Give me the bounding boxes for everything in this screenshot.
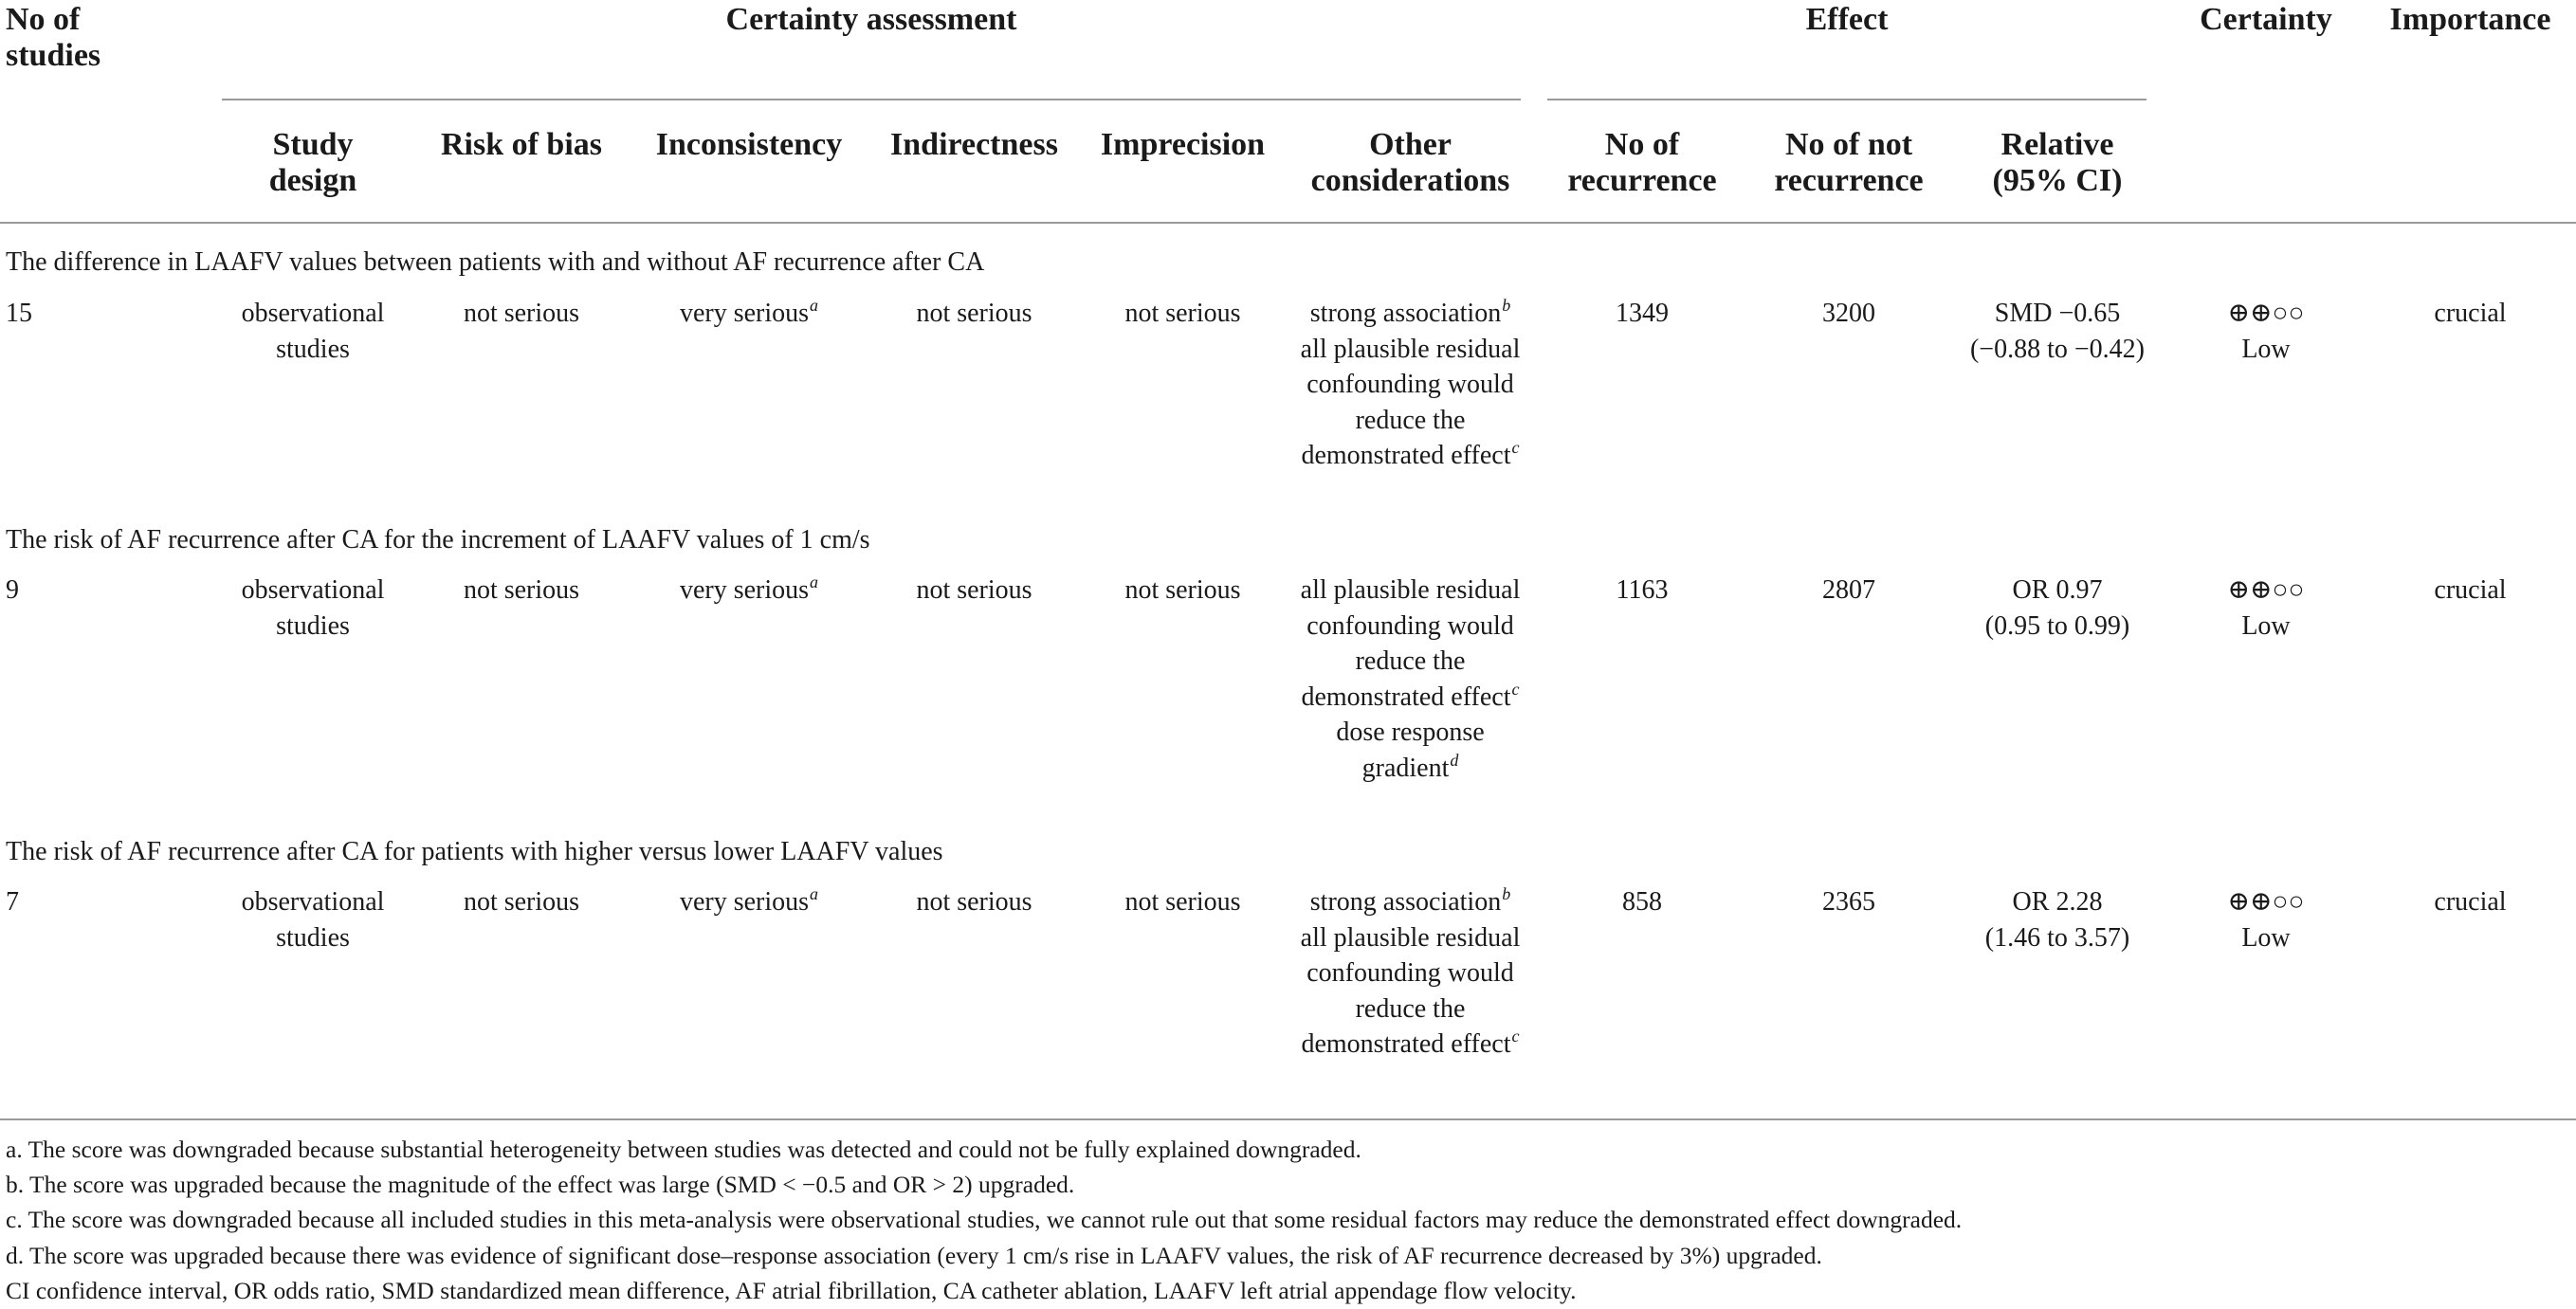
cell-inconsistency: very serious$^a$ — [679, 884, 819, 917]
header-certainty: Certainty — [2200, 2, 2332, 37]
footnote-c: c. The score was downgraded because all included studies in this meta-analysis were observational studies, we cannot rule out that some residual factors may reduce the demonstrated effect downgraded. — [6, 1206, 1963, 1233]
table-bottom-rule — [0, 1118, 2576, 1120]
cell-no-of-not-recurrence: 2365 — [1822, 887, 1875, 917]
header-no-of-studies: No of studies — [6, 2, 101, 73]
cell-importance: crucial — [2434, 887, 2507, 917]
footnote-marker: b — [1502, 884, 1511, 903]
cell-imprecision: not serious — [1124, 299, 1241, 328]
cell-study-design: observational studies — [241, 575, 385, 641]
header-no-of-recurrence: No of recurrence — [1567, 127, 1717, 198]
group-divider-effect — [1547, 99, 2147, 100]
footnote-marker: d — [1450, 750, 1459, 770]
cell-other-considerations: strong association$^b$ all plausible residual confounding would reduce the demonstrated effect$^c$ — [1300, 296, 1521, 470]
header-imprecision: Imprecision — [1100, 127, 1266, 162]
cell-study-design: observational studies — [241, 887, 385, 953]
header-risk-of-bias: Risk of bias — [440, 127, 603, 162]
footnote-marker: c — [1511, 679, 1520, 699]
cell-inconsistency: very serious$^a$ — [679, 296, 819, 328]
cell-no-of-not-recurrence: 3200 — [1822, 299, 1875, 328]
header-indirectness: Indirectness — [890, 127, 1058, 162]
cell-certainty: ⊕⊕○○ Low — [2171, 884, 2361, 955]
cell-study-design: observational studies — [241, 299, 385, 364]
cell-importance: crucial — [2434, 575, 2507, 605]
cell-indirectness: not serious — [916, 299, 1032, 328]
footnote-marker: a — [810, 884, 819, 903]
cell-risk-of-bias: not serious — [463, 299, 580, 328]
section-title: The risk of AF recurrence after CA for patients with higher versus lower LAAFV values — [6, 837, 943, 866]
cell-relative-ci: OR 2.28 (1.46 to 3.57) — [1984, 887, 2130, 953]
footnote-a: a. The score was downgraded because substantial heterogeneity between studies was detected and could not be fully explained downgraded. — [6, 1136, 1361, 1163]
cell-risk-of-bias: not serious — [463, 575, 580, 605]
header-bottom-rule — [0, 222, 2576, 224]
header-other-considerations: Other considerations — [1310, 127, 1510, 198]
footnote-marker: a — [810, 573, 819, 591]
cell-no-of-not-recurrence: 2807 — [1822, 575, 1875, 605]
cell-relative-ci: SMD −0.65 (−0.88 to −0.42) — [1969, 299, 2145, 364]
cell-indirectness: not serious — [916, 887, 1032, 917]
cell-inconsistency: very serious$^a$ — [679, 573, 819, 605]
cell-no-of-recurrence: 1163 — [1616, 575, 1669, 605]
footnote-d: d. The score was upgraded because there was evidence of significant dose–response association (every 1 cm/s rise in LAAFV values, the risk of AF recurrence decreased by 3%) upgraded. — [6, 1242, 1822, 1269]
cell-no-of-recurrence: 1349 — [1616, 299, 1669, 328]
footnote-marker: a — [810, 296, 819, 315]
cell-relative-ci: OR 0.97 (0.95 to 0.99) — [1984, 575, 2130, 641]
section-title: The difference in LAAFV values between patients with and without AF recurrence after CA — [6, 247, 985, 277]
cell-no-of-studies: 7 — [6, 887, 19, 917]
cell-no-of-studies: 15 — [6, 299, 32, 328]
header-certainty-assessment: Certainty assessment — [725, 2, 1017, 37]
cell-other-considerations: all plausible residual confounding would reduce the demonstrated effect$^c$ dose response gradient$^d$ — [1300, 575, 1521, 783]
section-title: The risk of AF recurrence after CA for the increment of LAAFV values of 1 cm/s — [6, 525, 870, 555]
header-relative-ci: Relative (95% CI) — [1992, 127, 2123, 198]
header-importance: Importance — [2389, 2, 2551, 37]
footnote-marker: c — [1511, 1027, 1520, 1045]
certainty-rating-icon: ⊕⊕○○ — [2227, 887, 2305, 917]
header-inconsistency: Inconsistency — [655, 127, 843, 162]
cell-other-considerations: strong association$^b$ all plausible residual confounding would reduce the demonstrated effect$^c$ — [1300, 884, 1521, 1059]
cell-risk-of-bias: not serious — [463, 887, 580, 917]
cell-imprecision: not serious — [1124, 575, 1241, 605]
cell-certainty: ⊕⊕○○ Low — [2171, 296, 2361, 367]
cell-no-of-recurrence: 858 — [1622, 887, 1662, 917]
cell-certainty: ⊕⊕○○ Low — [2171, 573, 2361, 644]
header-study-design: Study design — [268, 127, 357, 198]
footnote-abbreviations: CI confidence interval, OR odds ratio, SMD standardized mean difference, AF atrial fibrillation, CA catheter ablation, LAAFV left atrial appendage flow velocity. — [6, 1277, 1577, 1304]
cell-no-of-studies: 9 — [6, 575, 19, 605]
group-divider-certainty — [222, 99, 1521, 100]
certainty-rating-icon: ⊕⊕○○ — [2227, 299, 2305, 328]
footnote-b: b. The score was upgraded because the magnitude of the effect was large (SMD < −0.5 and OR > 2) upgraded. — [6, 1171, 1075, 1198]
cell-importance: crucial — [2434, 299, 2507, 328]
cell-imprecision: not serious — [1124, 887, 1241, 917]
footnote-marker: c — [1511, 438, 1520, 457]
cell-indirectness: not serious — [916, 575, 1032, 605]
header-effect: Effect — [1805, 2, 1889, 37]
footnote-marker: b — [1502, 296, 1511, 315]
certainty-rating-icon: ⊕⊕○○ — [2227, 575, 2305, 605]
header-no-of-not-recurrence: No of not recurrence — [1774, 127, 1924, 198]
